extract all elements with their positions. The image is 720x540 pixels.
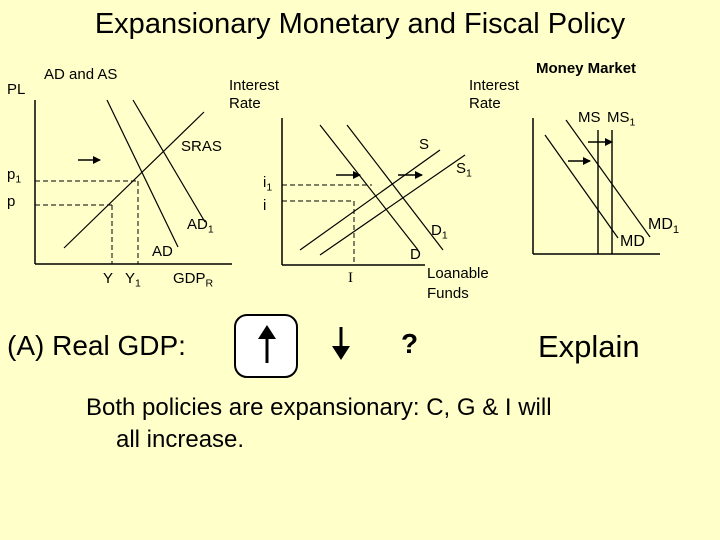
sras-label: SRAS <box>181 138 222 155</box>
answer-text: Both policies are expansionary: C, G & I will all increase. <box>86 394 552 453</box>
panel3-yaxis-label: Interest Rate <box>469 77 520 112</box>
panel1-yaxis-label: PL <box>7 81 26 98</box>
panel2-xaxis-label: Loanable Funds <box>427 265 489 302</box>
d-curve <box>320 125 418 250</box>
sras-curve <box>64 112 204 248</box>
s-curve <box>300 150 440 250</box>
ad-label: AD <box>152 243 173 260</box>
panel2-yaxis-label: Interest Rate <box>229 77 280 112</box>
y-label: Y <box>103 270 114 287</box>
ms-label: MS <box>578 109 601 126</box>
ad1-label: $AD_1$ <box>187 216 214 236</box>
investment-axis-label: I <box>348 270 353 286</box>
md-curve <box>545 135 618 238</box>
d1-label: $D_1$ <box>431 222 448 242</box>
ms1-label: $MS_1$ <box>607 109 636 129</box>
ad-curve <box>107 100 178 247</box>
panel-loanable-funds <box>282 118 465 265</box>
panel3-heading: Money Market <box>536 60 637 77</box>
ad1-curve <box>133 100 205 222</box>
y1-label: $Y_1$ <box>125 270 141 290</box>
md-label: MD <box>620 233 645 250</box>
md1-label: $MD_1$ <box>648 216 680 236</box>
answer-arrows <box>235 315 350 377</box>
md1-curve <box>566 120 650 237</box>
panel1-heading: AD and AS <box>44 66 118 83</box>
gdp-axis-label: $GDP_R$ <box>173 270 214 290</box>
i1-label: $i_1$ <box>263 174 273 194</box>
i-label: i <box>263 197 267 214</box>
p1-label: $p_1$ <box>7 166 22 186</box>
unknown-mark: ? <box>401 328 419 359</box>
up-arrow-icon <box>235 315 297 377</box>
s-label: S <box>419 136 430 153</box>
panel-ad-as <box>35 100 232 264</box>
page-title: Expansionary Monetary and Fiscal Policy <box>94 8 626 40</box>
explain-label: Explain <box>538 329 640 364</box>
down-arrow-icon <box>332 327 350 360</box>
p-label: p <box>7 193 16 210</box>
question-label: (A) Real GDP: <box>7 330 186 361</box>
s1-label: $S_1$ <box>456 160 472 180</box>
d-label: D <box>410 246 421 263</box>
